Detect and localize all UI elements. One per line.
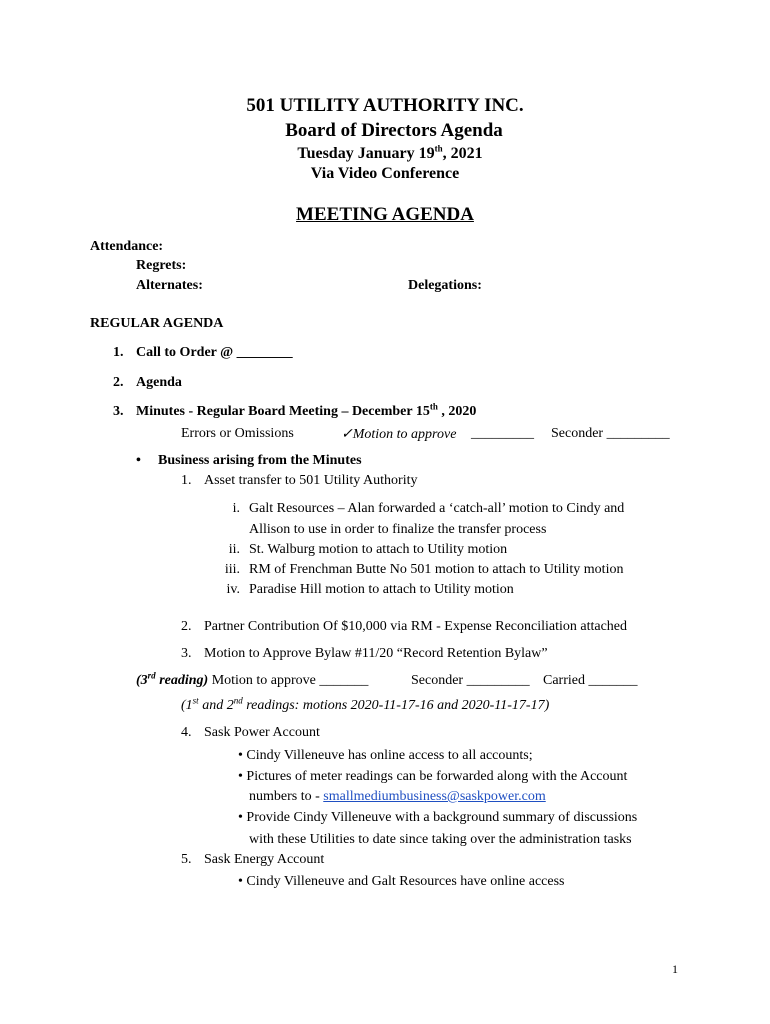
- item-number: 2.: [113, 375, 124, 390]
- roman-item-text: RM of Frenchman Butte No 501 motion to attach to Utility motion: [249, 562, 624, 577]
- meeting-date: Tuesday January 19th, 2021: [297, 143, 483, 162]
- page-number: 1: [672, 962, 678, 976]
- email-line: numbers to - smallmediumbusiness@saskpower.com: [249, 789, 546, 804]
- partner-contribution-item: Partner Contribution Of $10,000 via RM - Expense Reconciliation attached: [204, 619, 628, 634]
- motion-approve: ✓Motion to approve: [341, 427, 457, 442]
- roman-number: iv.: [226, 582, 240, 597]
- sask-power-item: Sask Power Account: [204, 725, 320, 740]
- agenda-item: Agenda: [136, 375, 182, 390]
- seconder-field: Seconder _________: [551, 426, 670, 441]
- bullet-item: • Pictures of meter readings can be forwarded along with the Account: [238, 769, 628, 784]
- sub-item-number: 2.: [181, 619, 192, 634]
- roman-number: i.: [232, 501, 240, 516]
- regrets-label: Regrets:: [136, 258, 187, 273]
- reading-carried: Carried _______: [543, 673, 638, 688]
- bullet: •: [136, 453, 141, 468]
- email-link[interactable]: smallmediumbusiness@saskpower.com: [323, 789, 546, 804]
- roman-item-text: Paradise Hill motion to attach to Utility motion: [249, 582, 514, 597]
- alternates-label: Alternates:: [136, 278, 203, 293]
- meeting-venue: Via Video Conference: [310, 165, 460, 182]
- roman-item-text: St. Walburg motion to attach to Utility motion: [249, 542, 508, 557]
- bullet-item: • Cindy Villeneuve has online access to all accounts;: [238, 748, 533, 763]
- org-name: 501 UTILITY AUTHORITY INC.: [246, 95, 524, 116]
- bullet-item: • Provide Cindy Villeneuve with a background summary of discussions: [238, 810, 638, 825]
- delegations-label: Delegations:: [408, 278, 482, 293]
- sub-item-number: 4.: [181, 725, 192, 740]
- third-reading-line: (3rd reading) Motion to approve _______: [136, 670, 369, 688]
- sub-item-number: 3.: [181, 646, 192, 661]
- roman-item-text: Galt Resources – Alan forwarded a ‘catch-all’ motion to Cindy and: [249, 501, 625, 516]
- motion-blank: _________: [471, 426, 534, 441]
- bullet-item-continued: with these Utilities to date since taking over the administration tasks: [249, 832, 632, 847]
- reading-seconder: Seconder _________: [411, 673, 530, 688]
- asset-transfer-item: Asset transfer to 501 Utility Authority: [204, 473, 418, 488]
- minutes-item: Minutes - Regular Board Meeting – December 15th , 2020: [136, 401, 477, 419]
- bylaw-motion-item: Motion to Approve Bylaw #11/20 “Record Retention Bylaw”: [204, 646, 548, 661]
- roman-number: ii.: [228, 542, 240, 557]
- attendance-label: Attendance:: [90, 239, 164, 254]
- bullet-item: • Cindy Villeneuve and Galt Resources have online access: [238, 874, 565, 889]
- document-title: Board of Directors Agenda: [285, 120, 503, 141]
- regular-agenda-label: REGULAR AGENDA: [90, 316, 224, 331]
- errors-omissions: Errors or Omissions: [181, 426, 294, 441]
- sask-energy-item: Sask Energy Account: [204, 852, 325, 867]
- meeting-agenda-heading: MEETING AGENDA: [296, 204, 474, 225]
- prior-readings: (1st and 2nd readings: motions 2020-11-17-16 and 2020-11-17-17): [181, 695, 550, 713]
- roman-item-text: Allison to use in order to finalize the transfer process: [249, 522, 547, 537]
- business-arising-label: Business arising from the Minutes: [158, 453, 362, 468]
- item-number: 1.: [113, 345, 124, 360]
- sub-item-number: 5.: [181, 852, 192, 867]
- call-to-order: Call to Order @ ________: [136, 345, 293, 360]
- sub-item-number: 1.: [181, 473, 192, 488]
- roman-number: iii.: [224, 562, 240, 577]
- item-number: 3.: [113, 404, 124, 419]
